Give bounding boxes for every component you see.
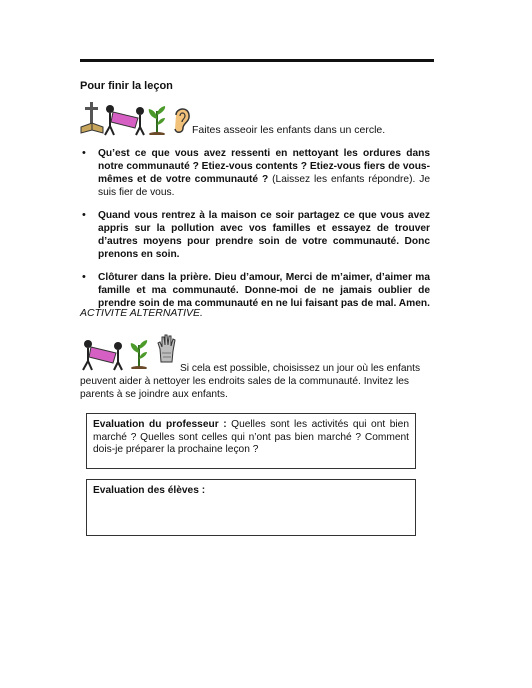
children-carrying-icon [102,104,148,136]
student-evaluation-label: Evaluation des élèves : [93,485,206,496]
alternative-activity-heading: ACTIVITE ALTERNATIVE. [80,307,203,319]
top-rule [80,59,434,62]
cross-bible-icon [80,101,104,135]
plant-sprout-icon [146,105,168,135]
teacher-evaluation-text: Quelles sont les activités qui ont bien marché ? Quelles sont celles qui n’ont pas bien marché ? Comment dois-je préparer la prochaine leçon ? [93,419,410,455]
activity-icons-row [80,101,192,137]
teacher-evaluation-box [86,413,416,469]
list-item-bold-text: Qu’est ce que vous avez ressenti en nettoyant les ordures dans notre communauté ? Etiez-vous contents ? Etiez-vous fiers de vous-mêmes et de votre communauté ? [98,148,430,185]
ear-icon [172,105,192,135]
list-item-note: (Laissez les enfants répondre). Je suis fier de vous. [98,174,431,198]
intro-instruction: Faites asseoir les enfants dans un cercle. [192,124,386,136]
teacher-evaluation-label: Evaluation du professeur : [93,419,227,430]
list-item [80,147,430,199]
student-evaluation-paragraph [93,485,409,498]
list-item [80,271,430,310]
list-item-bold-text: Clôturer dans la prière. Dieu d’amour, Merci de m’aimer, d’aimer ma famille et ma communauté. Donne-moi de ne jamais oublier de prendre soin de ma communauté en ne lui faisant pas de mal. Amen. [98,272,430,309]
list-item-bold-text: Quand vous rentrez à la maison ce soir partagez ce que vous avez appris sur la pollution avec vos familles et essayez de trouver d’autres moyens pour prendre soin de votre communauté. Donc prenons en soin. [98,210,430,260]
student-evaluation-box [86,479,416,536]
alternative-activity-text: Si cela est possible, choisissez un jour où les enfants peuvent aider à nettoyer les endroits sales de la communauté. Invitez les parents à se joindre aux enfants. [80,363,421,400]
teacher-evaluation-paragraph [93,419,409,457]
discussion-questions-list [80,147,430,320]
section-heading: Pour finir la leçon [80,80,173,92]
hand-icon [156,333,178,363]
list-item [80,209,430,261]
